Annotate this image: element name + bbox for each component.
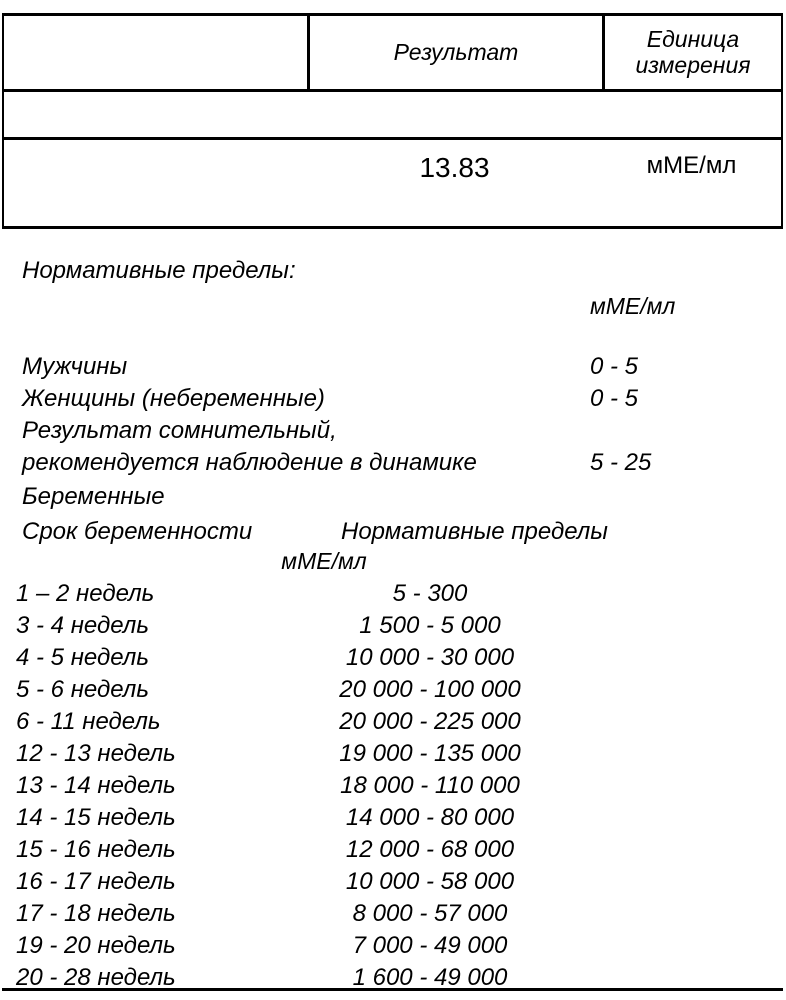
pregnancy-term-weeks: 5 - 6 недель: [16, 676, 149, 703]
reference-title: Нормативные пределы:: [22, 257, 296, 284]
pregnancy-term-weeks: 15 - 16 недель: [16, 836, 176, 863]
pregnancy-table-row: [0, 676, 786, 708]
pregnancy-reference-range: 1 500 - 5 000: [359, 612, 501, 639]
column-header-analyte: [4, 16, 307, 89]
cell-analyte-name: [4, 140, 307, 226]
pregnancy-table-row: [0, 804, 786, 836]
pregnancy-table-header-unit: мМЕ/мл: [281, 548, 367, 574]
pregnancy-reference-range: 12 000 - 68 000: [345, 836, 515, 863]
pregnancy-term-weeks: 14 - 15 недель: [16, 804, 176, 831]
pregnancy-table-header-limits: Нормативные пределы: [341, 518, 608, 545]
cell-result-value: 13.83: [419, 152, 490, 183]
column-header-result: Результат: [307, 16, 602, 89]
cell-result-unit: мМЕ/мл: [646, 152, 737, 179]
pregnancy-term-weeks: 20 - 28 недель: [16, 964, 176, 991]
reference-group-label: Женщины (небеременные): [22, 385, 325, 412]
pregnancy-table-row: [0, 868, 786, 900]
pregnancy-table-row: [0, 580, 786, 612]
pregnancy-term-weeks: 19 - 20 недель: [16, 932, 176, 959]
reference-group-label: рекомендуется наблюдение в динамике: [22, 449, 477, 476]
pregnancy-table-row: [0, 772, 786, 804]
result-table-header-row: [2, 13, 783, 92]
pregnancy-reference-range: 20 000 - 100 000: [339, 676, 521, 703]
pregnancy-table-row: [0, 612, 786, 644]
pregnancy-table-row: [0, 740, 786, 772]
pregnancy-reference-range: 5 - 300: [392, 580, 468, 607]
pregnancy-term-weeks: 12 - 13 недель: [16, 740, 176, 767]
pregnancy-table-row: [0, 708, 786, 740]
reference-group-range: 5 - 25: [590, 449, 652, 476]
pregnancy-term-weeks: 4 - 5 недель: [16, 644, 149, 671]
result-table-data-row: [2, 140, 783, 229]
pregnancy-table-row: [0, 900, 786, 932]
pregnancy-reference-range: 19 000 - 135 000: [339, 740, 521, 767]
reference-group-label: Беременные: [22, 483, 165, 510]
pregnancy-reference-range: 7 000 - 49 000: [352, 932, 508, 959]
pregnancy-table-header-unit-row: [0, 548, 786, 575]
reference-unit-label: мМЕ/мл: [590, 293, 676, 319]
pregnancy-reference-range: 10 000 - 58 000: [345, 868, 515, 895]
pregnancy-reference-range: 18 000 - 110 000: [340, 772, 520, 799]
column-header-unit-line2: измерения: [635, 51, 751, 78]
reference-ranges-block: [0, 240, 786, 990]
pregnancy-table-rows: [0, 580, 786, 996]
reference-group-range: 0 - 5: [590, 353, 639, 380]
pregnancy-table-header-term: Срок беременности: [22, 518, 253, 545]
bottom-rule: [2, 988, 783, 991]
result-table: [2, 13, 783, 229]
column-header-unit-line1: Единица: [646, 25, 740, 52]
reference-group-range: 0 - 5: [590, 385, 639, 412]
pregnancy-table-row: [0, 644, 786, 676]
pregnancy-term-weeks: 16 - 17 недель: [16, 868, 176, 895]
pregnancy-term-weeks: 3 - 4 недель: [16, 612, 149, 639]
pregnancy-reference-range: 10 000 - 30 000: [345, 644, 515, 671]
result-table-spacer-band: [2, 92, 783, 140]
pregnancy-term-weeks: 6 - 11 недель: [16, 708, 161, 735]
pregnancy-reference-range: 20 000 - 225 000: [339, 708, 521, 735]
pregnancy-term-weeks: 17 - 18 недель: [16, 900, 176, 927]
reference-group-label: Результат сомнительный,: [22, 417, 337, 444]
column-header-unit: [602, 16, 781, 89]
pregnancy-reference-range: 14 000 - 80 000: [345, 804, 515, 831]
pregnancy-term-weeks: 1 – 2 недель: [16, 580, 155, 607]
reference-group-label: Мужчины: [22, 353, 128, 380]
pregnancy-term-weeks: 13 - 14 недель: [16, 772, 176, 799]
pregnancy-table-row: [0, 964, 786, 996]
pregnancy-table-row: [0, 932, 786, 964]
pregnancy-reference-range: 8 000 - 57 000: [352, 900, 508, 927]
pregnancy-table-row: [0, 836, 786, 868]
pregnancy-reference-range: 1 600 - 49 000: [352, 964, 508, 991]
